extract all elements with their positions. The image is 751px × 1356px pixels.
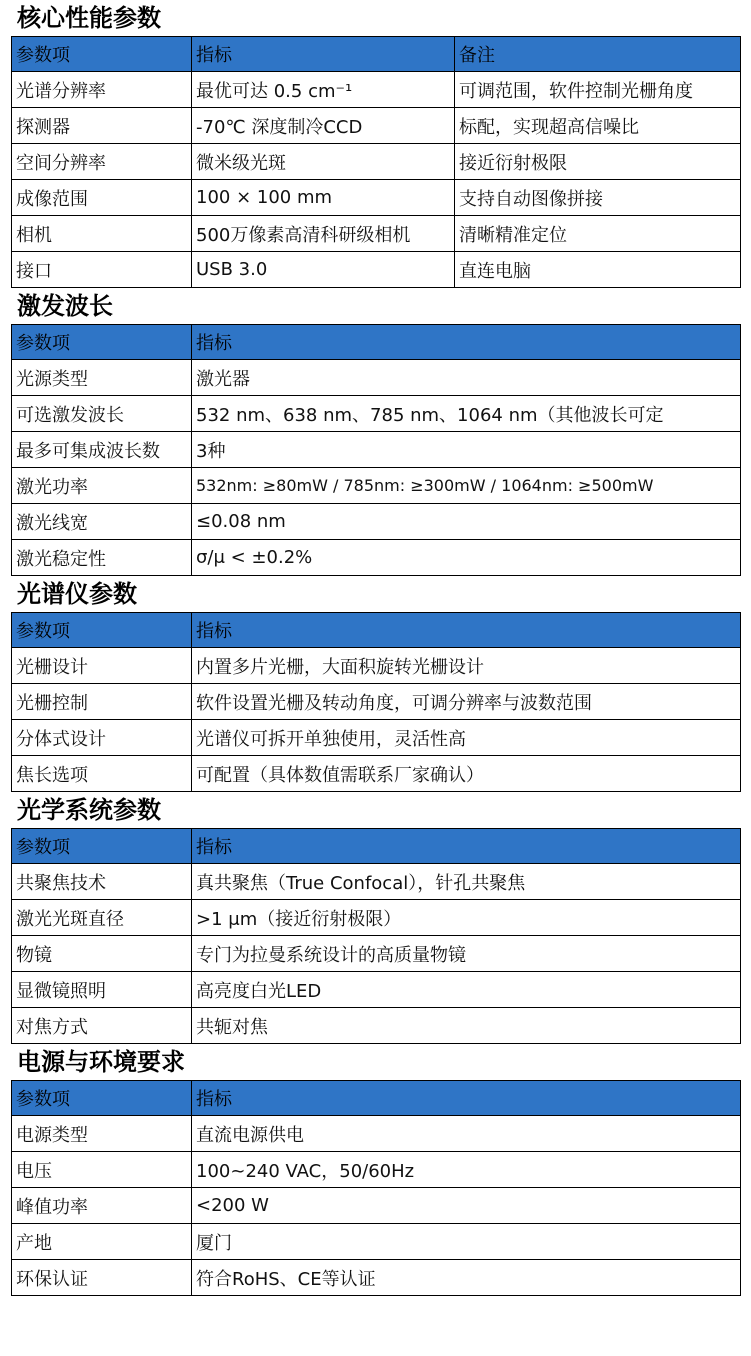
- header-remark: 备注: [455, 37, 741, 72]
- section-title-core-performance: 核心性能参数: [17, 4, 161, 32]
- table-row: [12, 900, 741, 936]
- table-optical-system: [11, 828, 741, 1044]
- table-row: [12, 396, 741, 432]
- cell-param: 激光稳定性: [12, 540, 192, 576]
- table-excitation-wavelength: [11, 324, 741, 576]
- table-row: [12, 216, 741, 252]
- table-row: [12, 180, 741, 216]
- table-row: [12, 1152, 741, 1188]
- cell-spec: 厦门: [192, 1224, 741, 1260]
- section-title-excitation-wavelength: 激发波长: [17, 292, 113, 320]
- cell-spec: 微米级光斑: [192, 144, 455, 180]
- table-header-row: [12, 613, 741, 648]
- header-param: 参数项: [12, 829, 192, 864]
- cell-param: 显微镜照明: [12, 972, 192, 1008]
- cell-remark: 直连电脑: [455, 252, 741, 288]
- table-row: [12, 1260, 741, 1296]
- cell-param: 接口: [12, 252, 192, 288]
- header-param: 参数项: [12, 325, 192, 360]
- section-title-power-environment: 电源与环境要求: [17, 1048, 185, 1076]
- cell-spec: >1 μm（接近衍射极限）: [192, 900, 741, 936]
- cell-spec: USB 3.0: [192, 252, 455, 288]
- cell-param: 分体式设计: [12, 720, 192, 756]
- cell-spec: 可配置（具体数值需联系厂家确认）: [192, 756, 741, 792]
- table-header-row: [12, 37, 741, 72]
- table-header-row: [12, 325, 741, 360]
- cell-spec: 软件设置光栅及转动角度，可调分辨率与波数范围: [192, 684, 741, 720]
- cell-remark: 可调范围，软件控制光栅角度: [455, 72, 741, 108]
- header-param: 参数项: [12, 37, 192, 72]
- cell-spec: 高亮度白光LED: [192, 972, 741, 1008]
- table-header-row: [12, 829, 741, 864]
- table-row: [12, 648, 741, 684]
- table-row: [12, 252, 741, 288]
- cell-spec: 真共聚焦（True Confocal），针孔共聚焦: [192, 864, 741, 900]
- cell-param: 光栅控制: [12, 684, 192, 720]
- cell-param: 光栅设计: [12, 648, 192, 684]
- table-row: [12, 1008, 741, 1044]
- cell-spec: <200 W: [192, 1188, 741, 1224]
- cell-param: 探测器: [12, 108, 192, 144]
- cell-remark: 支持自动图像拼接: [455, 180, 741, 216]
- cell-spec: 532 nm、638 nm、785 nm、1064 nm（其他波长可定: [192, 396, 741, 432]
- section-title-optical-system: 光学系统参数: [17, 796, 161, 824]
- header-param: 参数项: [12, 1081, 192, 1116]
- table-power-environment: [11, 1080, 741, 1296]
- table-row: [12, 936, 741, 972]
- cell-param: 环保认证: [12, 1260, 192, 1296]
- cell-spec: 100 × 100 mm: [192, 180, 455, 216]
- cell-spec: 激光器: [192, 360, 741, 396]
- table-row: [12, 468, 741, 504]
- table-spectrometer: [11, 612, 741, 792]
- cell-param: 对焦方式: [12, 1008, 192, 1044]
- cell-param: 相机: [12, 216, 192, 252]
- table-row: [12, 756, 741, 792]
- cell-spec: σ/μ < ±0.2%: [192, 540, 741, 576]
- cell-spec: 最优可达 0.5 cm⁻¹: [192, 72, 455, 108]
- cell-spec: 光谱仪可拆开单独使用，灵活性高: [192, 720, 741, 756]
- cell-remark: 清晰精准定位: [455, 216, 741, 252]
- cell-param: 共聚焦技术: [12, 864, 192, 900]
- cell-param: 电压: [12, 1152, 192, 1188]
- table-row: [12, 360, 741, 396]
- cell-param: 激光线宽: [12, 504, 192, 540]
- header-param: 参数项: [12, 613, 192, 648]
- cell-spec: 内置多片光栅，大面积旋转光栅设计: [192, 648, 741, 684]
- table-header-row: [12, 1081, 741, 1116]
- cell-param: 激光功率: [12, 468, 192, 504]
- cell-param: 激光光斑直径: [12, 900, 192, 936]
- cell-param: 可选激发波长: [12, 396, 192, 432]
- header-spec: 指标: [192, 325, 741, 360]
- header-spec: 指标: [192, 37, 455, 72]
- cell-remark: 接近衍射极限: [455, 144, 741, 180]
- table-row: [12, 684, 741, 720]
- table-core-performance: [11, 36, 741, 288]
- cell-spec: 3种: [192, 432, 741, 468]
- table-row: [12, 108, 741, 144]
- cell-param: 最多可集成波长数: [12, 432, 192, 468]
- table-row: [12, 72, 741, 108]
- cell-spec: 100~240 VAC，50/60Hz: [192, 1152, 741, 1188]
- cell-spec: -70℃ 深度制冷CCD: [192, 108, 455, 144]
- header-spec: 指标: [192, 829, 741, 864]
- header-spec: 指标: [192, 613, 741, 648]
- cell-remark: 标配，实现超高信噪比: [455, 108, 741, 144]
- header-spec: 指标: [192, 1081, 741, 1116]
- cell-param: 成像范围: [12, 180, 192, 216]
- cell-spec: 500万像素高清科研级相机: [192, 216, 455, 252]
- section-title-spectrometer: 光谱仪参数: [17, 580, 137, 608]
- table-row: [12, 504, 741, 540]
- cell-spec: ≤0.08 nm: [192, 504, 741, 540]
- table-row: [12, 1188, 741, 1224]
- cell-param: 电源类型: [12, 1116, 192, 1152]
- table-row: [12, 1224, 741, 1260]
- table-row: [12, 540, 741, 576]
- cell-param: 焦长选项: [12, 756, 192, 792]
- cell-spec: 共轭对焦: [192, 1008, 741, 1044]
- cell-spec: 直流电源供电: [192, 1116, 741, 1152]
- cell-spec: 专门为拉曼系统设计的高质量物镜: [192, 936, 741, 972]
- cell-param: 光源类型: [12, 360, 192, 396]
- table-row: [12, 864, 741, 900]
- table-row: [12, 432, 741, 468]
- cell-param: 峰值功率: [12, 1188, 192, 1224]
- table-row: [12, 1116, 741, 1152]
- table-row: [12, 144, 741, 180]
- table-row: [12, 972, 741, 1008]
- table-row: [12, 720, 741, 756]
- cell-spec: 符合RoHS、CE等认证: [192, 1260, 741, 1296]
- cell-param: 空间分辨率: [12, 144, 192, 180]
- cell-param: 物镜: [12, 936, 192, 972]
- cell-param: 光谱分辨率: [12, 72, 192, 108]
- cell-param: 产地: [12, 1224, 192, 1260]
- cell-spec: 532nm: ≥80mW / 785nm: ≥300mW / 1064nm: ≥500mW: [192, 468, 741, 504]
